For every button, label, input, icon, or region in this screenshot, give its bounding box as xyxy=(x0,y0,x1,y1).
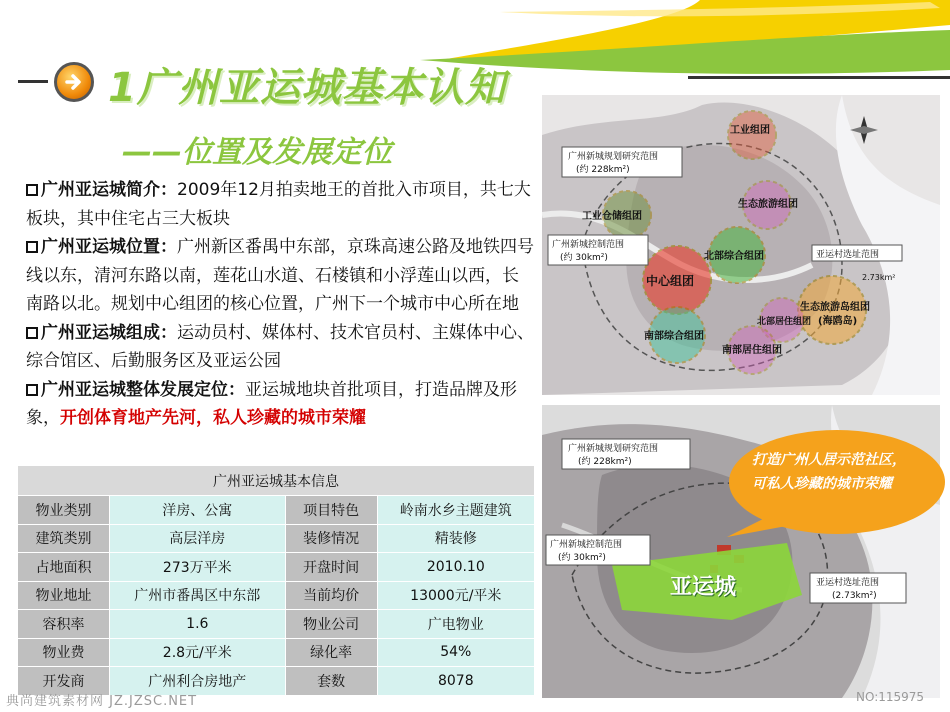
table-row: 物业费 2.8元/平米 绿化率 54% xyxy=(18,638,535,667)
bullet-square-icon xyxy=(26,327,38,339)
map-label-research-area: (约 228km²) xyxy=(576,165,630,175)
table-row: 占地面积 273万平米 开盘时间 2010.10 xyxy=(18,553,535,582)
title-row xyxy=(18,60,548,111)
map2-label-research-area: (约 228km²) xyxy=(578,457,632,467)
table-row: 建筑类别 高层洋房 装修情况 精装修 xyxy=(18,524,535,553)
map-label-industry: 工业组团 xyxy=(730,125,770,136)
site-name-label: 亚运城 xyxy=(670,575,737,600)
map-label-industry-storage: 工业仓储组团 xyxy=(582,211,642,222)
map-label-research-range: 广州新城规划研究范围 xyxy=(568,152,659,162)
arrow-right-icon xyxy=(54,62,94,102)
bullet-square-icon xyxy=(26,384,38,396)
map2-label-research-range: 广州新城规划研究范围 xyxy=(568,444,659,454)
table-row: 物业类别 洋房、公寓 项目特色 岭南水乡主题建筑 xyxy=(18,496,535,525)
watermark-number: NO:115975 xyxy=(856,690,925,704)
table-row: 物业地址 广州市番禺区中东部 当前均价 13000元/平米 xyxy=(18,581,535,610)
intro-paragraph-summary: 广州亚运城简介：2009年12月拍卖地王的首批入市项目，共七大板块，其中住宅占三大板块 xyxy=(26,180,531,229)
basic-info-table xyxy=(17,465,535,696)
page-subtitle: ——位置及发展定位 xyxy=(122,135,392,170)
positioning-highlight: 开创体育地产先河，私人珍藏的城市荣耀 xyxy=(60,408,366,428)
map-label-eco-tourism: 生态旅游组团 xyxy=(738,199,798,210)
intro-text-block xyxy=(26,176,534,433)
map2-label-control-area: (约 30km²) xyxy=(558,553,606,563)
header-rule-left xyxy=(18,80,48,83)
planning-cluster-map xyxy=(542,95,940,395)
bullet-square-icon xyxy=(26,241,38,253)
map-label-north-residential: 北部居住组团 xyxy=(757,317,812,327)
map-label-control-range: 广州新城控制范围 xyxy=(552,240,625,250)
intro-paragraph-positioning: 广州亚运城整体发展定位：亚运城地块首批项目，打造品牌及形象，开创体育地产先河，私人珍藏的城市荣耀 xyxy=(26,379,517,428)
callout-text: 打造广州人居示范社区，可私人珍藏的城市荣耀 xyxy=(752,452,906,492)
map-label-south-complex: 南部综合组团 xyxy=(644,331,704,342)
header-rule-right xyxy=(688,76,950,79)
table-row: 开发商 广州利合房地产 套数 8078 xyxy=(18,667,535,696)
map2-label-site-area: (2.73km²) xyxy=(832,591,877,601)
map-label-north-complex: 北部综合组团 xyxy=(704,251,764,262)
map-label-eco-island: 生态旅游岛组团 xyxy=(800,302,870,313)
map-label-south-residential: 南部居住组团 xyxy=(722,345,782,356)
table-header: 广州亚运城基本信息 xyxy=(18,466,535,496)
bullet-square-icon xyxy=(26,184,38,196)
map-label-site-range: 亚运村选址范围 xyxy=(816,250,880,260)
intro-paragraph-location: 广州亚运城位置：广州新区番禺中东部，京珠高速公路及地铁四号线以东，清河东路以南，莲花山水道、石楼镇和小浮莲山以西，长南路以北。规划中心组团的核心位置，广州下一个城市中心所在地 xyxy=(26,237,534,314)
intro-paragraph-composition: 广州亚运城组成：运动员村、媒体村、技术官员村、主媒体中心、综合馆区、后勤服务区及亚运公园 xyxy=(26,322,534,371)
map2-label-control-range: 广州新城控制范围 xyxy=(550,540,623,550)
map2-label-site-range: 亚运村选址范围 xyxy=(816,578,880,588)
watermark-site: 典尚建筑素材网 JZ.JZSC.NET xyxy=(6,694,198,709)
map-label-island-name: (海鸥岛) xyxy=(818,316,858,327)
map-label-site-area: 2.73km² xyxy=(862,273,896,282)
map-label-control-area: (约 30km²) xyxy=(560,253,608,263)
page-title: 1广州亚运城基本认知 xyxy=(108,65,506,111)
map-label-center: 中心组团 xyxy=(646,274,695,288)
table-row: 容积率 1.6 物业公司 广电物业 xyxy=(18,610,535,639)
